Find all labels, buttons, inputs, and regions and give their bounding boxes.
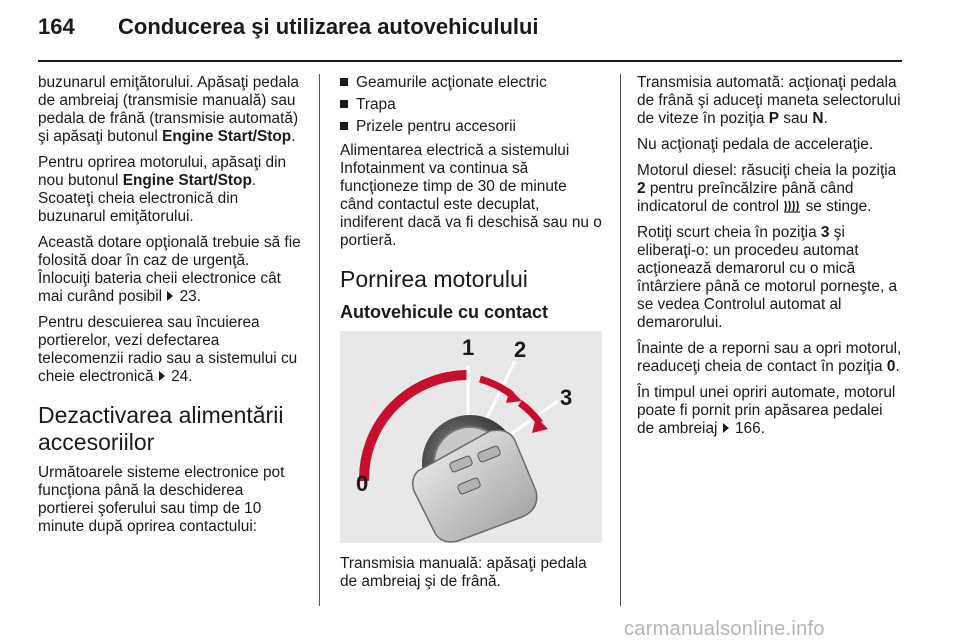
header-divider — [38, 60, 902, 62]
square-bullet-icon — [340, 122, 348, 130]
paragraph: Transmisia automată: acţionaţi pedala de frână şi aduceţi maneta selectorului de viteze în poziţia P sau N. — [637, 74, 901, 127]
page-number: 164 — [38, 14, 75, 39]
watermark: carmanualsonline.info — [624, 618, 825, 640]
square-bullet-icon — [340, 100, 348, 108]
label-position-1: 1 — [462, 335, 475, 360]
column-right — [637, 74, 903, 446]
button-name: Engine Start/Stop — [162, 128, 292, 145]
page-reference[interactable]: 23 — [166, 288, 196, 306]
list-item: Trapa — [340, 96, 602, 114]
square-bullet-icon — [340, 78, 348, 86]
paragraph: Înainte de a reporni sau a opri motorul, readuceţi cheia de contact în poziţia 0. — [637, 340, 902, 375]
chapter-title: Conducerea şi utilizarea autovehiculului — [118, 14, 539, 39]
label-position-3: 3 — [560, 385, 573, 410]
list-item: Geamurile acţionate electric — [340, 74, 602, 92]
list-item: Prizele pentru accesorii — [340, 118, 602, 136]
column-divider — [319, 74, 320, 606]
paragraph: Următoarele sisteme electronice pot funcţiona până la deschiderea portierei şoferului sau timp de 10 minute după oprirea contactului: — [38, 464, 285, 535]
paragraph: Rotiţi scurt cheia în poziţia 3 şi eliberaţi-o: un procedeu automat acţionează demarorul cu o mică întârziere până ce motorul porneşte, a se vedea Controlul automat al demarorului. — [637, 224, 898, 331]
section-heading: Dezactivarea alimentării accesoriilor — [38, 402, 284, 455]
column-divider — [620, 74, 621, 606]
section-heading: Pornirea motorului — [340, 266, 528, 292]
paragraph: Această dotare opţională trebuie să fie folosită doar în caz de urgenţă. Înlocuiţi bateria cheii electronice cât mai curând posibil 23. — [38, 234, 301, 305]
figure-caption: Transmisia manuală: apăsaţi pedala de ambreiaj şi de frână. — [340, 555, 587, 590]
glow-plug-icon — [783, 199, 801, 213]
page-reference[interactable]: 166 — [722, 420, 761, 438]
paragraph: buzunarul emiţătorului. Apăsaţi pedala de ambreiaj (transmisie manuală) sau pedala de frână (transmisie automată) şi apăsaţi butonul Engine Start/Stop. — [38, 74, 299, 145]
column-middle — [340, 74, 602, 599]
label-position-2: 2 — [514, 337, 527, 362]
paragraph: Pentru oprirea motorului, apăsaţi din nou butonul Engine Start/Stop. Scoateţi cheia electronică din buzunarul emiţătorului. — [38, 154, 287, 225]
page-header — [38, 14, 902, 54]
page-ref-arrow-icon — [159, 371, 165, 381]
ignition-switch-illustration — [340, 331, 602, 543]
paragraph: În timpul unei opriri automate, motorul poate fi pornit prin apăsarea pedalei de ambreiaj 166. — [637, 384, 896, 437]
paragraph: Alimentarea electrică a sistemului Infotainment va continua să funcţioneze timp de 30 de minute când contactul este decuplat, indiferent dacă va fi deschisă sau nu o portieră. — [340, 142, 602, 249]
subsection-heading: Autovehicule cu contact — [340, 302, 549, 322]
paragraph: Pentru descuierea sau încuierea portierelor, vezi defectarea telecomenzii radio sau a sistemului cu cheie electronică 24. — [38, 314, 298, 385]
page-reference[interactable]: 24 — [158, 368, 188, 386]
arc-position-1-to-2 — [480, 379, 512, 395]
bullet-list — [340, 74, 602, 136]
column-left — [38, 74, 302, 544]
paragraph: Motorul diesel: răsuciţi cheia la poziţia 2 pentru preîncălzire până când indicatorul de control se stinge. — [637, 162, 897, 215]
paragraph: Nu acţionaţi pedala de acceleraţie. — [637, 136, 874, 153]
page-ref-arrow-icon — [167, 291, 173, 301]
button-name: Engine Start/Stop — [122, 172, 252, 189]
ignition-switch-figure — [340, 331, 602, 543]
label-position-0: 0 — [356, 471, 369, 496]
page-ref-arrow-icon — [723, 423, 729, 433]
